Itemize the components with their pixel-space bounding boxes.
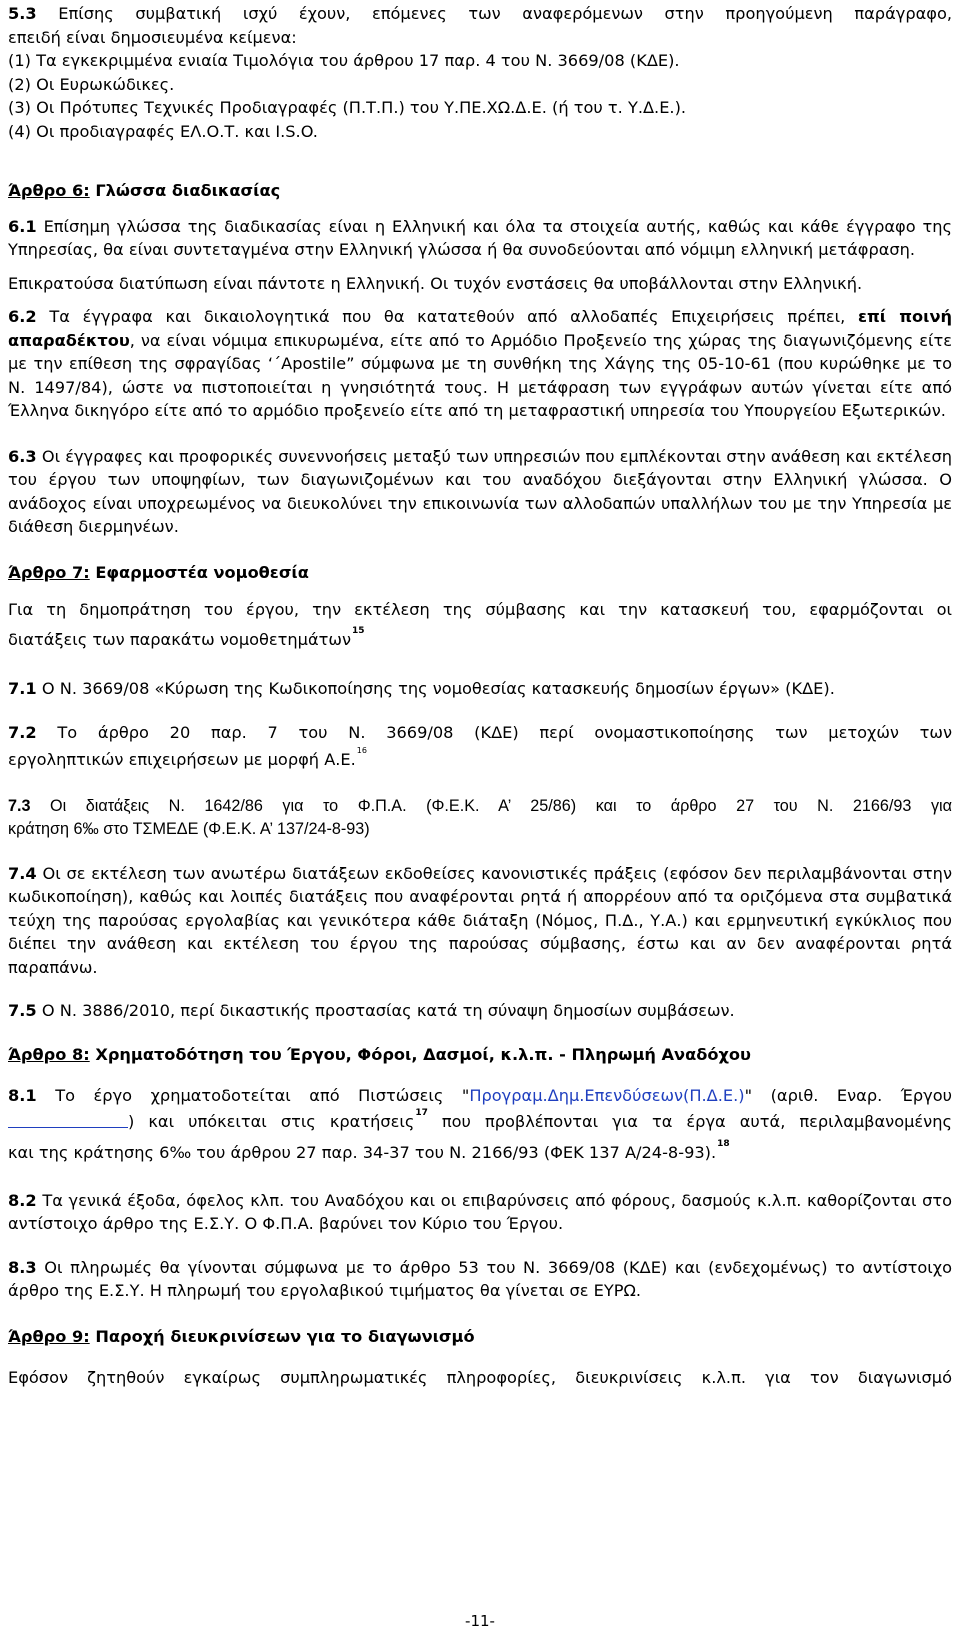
- list-item: (2) Οι Ευρωκώδικες.: [8, 74, 175, 94]
- program-link: Προγραμ.Δημ.Επενδύσεων(Π.Δ.Ε.): [469, 1086, 745, 1105]
- paragraph-7-4: 7.4 Οι σε εκτέλεση των ανωτέρω διατάξεων εκδοθείσες κανονιστικές πράξεις (εφόσον δεν περιλαμβάνονται στην κωδικοποίηση), καθώς και λοιπές διατάξεις που αναφέρονται ρητά ή απορρέουν από τα οριζόμενα στα συμβατικά τεύχη της παρούσας εργολαβίας και γενικότερα κάθε διάταξη (Νόμος, Π.Δ., Υ.Α.) και ερμηνευτική εγκύκλιος που διέπει την ανάθεση και εκτέλεση του έργου της παρούσας σύμβασης, έστω και αν δεν αναφέρονται ρητά παραπάνω.: [8, 863, 952, 977]
- article-6-heading: Άρθρο 6: Γλώσσα διαδικασίας: [8, 181, 281, 200]
- paragraph-8-1: 8.1 Το έργο χρηματοδοτείται από Πιστώσεις "Προγραμ.Δημ.Επενδύσεων(Π.Δ.Ε.)" (αριθ. Εναρ. Έργου: [8, 1086, 952, 1105]
- article-7-heading: Άρθρο 7: Εφαρμοστέα νομοθεσία: [8, 562, 309, 582]
- paragraph-6-1: 6.1 Επίσημη γλώσσα της διαδικασίας είναι η Ελληνική και όλα τα στοιχεία αυτής, καθώς και κάθε έγγραφο της Υπηρεσίας, θα είναι συντεταγμένα στην Ελληνική γλώσσα ή θα συνοδεύονται από νόμιμη ελληνική μετάφραση.: [8, 216, 952, 259]
- article-9-text: Εφόσον ζητηθούν εγκαίρως συμπληρωματικές πληροφορίες, διευκρινίσεις κ.λ.π. για τον διαγωνισμό: [8, 1368, 952, 1387]
- list-item: (4) Οι προδιαγραφές ΕΛ.Ο.Τ. και I.S.O.: [8, 121, 318, 141]
- paragraph-7-5: 7.5 Ο Ν. 3886/2010, περί δικαστικής προστασίας κατά τη σύναψη δημοσίων συμβάσεων.: [8, 1001, 735, 1020]
- paragraph-8-1-cont: ) και υπόκειται στις κρατήσεις$^{17}$ που προβλέπονται για τα έργα αυτά, περιλαμβανομένης: [8, 1110, 952, 1138]
- footnote-ref: 16: [356, 746, 367, 755]
- paragraph-8-3: 8.3 Οι πληρωμές θα γίνονται σύμφωνα με το άρθρο 53 του Ν. 3669/08 (ΚΔΕ) και (ενδεχομένως) το αντίστοιχο άρθρο της Ε.Σ.Υ. Η πληρωμή του εργολαβικού τιμήματος θα γίνεται σε ΕΥΡΩ.: [8, 1257, 952, 1300]
- paragraph-7-2: 7.2 Το άρθρο 20 παρ. 7 του Ν. 3669/08 (ΚΔΕ) περί ονομαστικοποίησης των μετοχών των: [8, 722, 952, 742]
- paragraph-7-2-cont: εργοληπτικών επιχειρήσεων με μορφή Α.Ε.$^{16}$: [8, 746, 367, 769]
- paragraph-6-2: 6.2 Τα έγγραφα και δικαιολογητικά που θα κατατεθούν από αλλοδαπές Επιχειρήσεις πρέπει, επί ποινή απαραδέκτου, να είναι νόμιμα επικυρωμένα, είτε από το Αρμόδιο Προξενείο της χώρας της διαγωνιζόμενης είτε με την επίθεση της σφραγίδας ‘΄Apostile” σύμφωνα με τη συνθήκη της Χάγης της 05-10-61 (που κυρώθηκε με το Ν. 1497/84), ώστε να πιστοποιείται η γνησιότητά τους. Η μετάφραση των εγγράφων αυτών γίνεται είτε από Έλληνα δικηγόρο είτε από το αρμόδιο προξενείο είτε από τη μεταφραστική υπηρεσία του Υπουργείου Εξωτερικών.: [8, 307, 953, 420]
- page-number: -11-: [465, 1612, 495, 1630]
- paragraph-7-3: 7.3 Οι διατάξεις Ν. 1642/86 για το Φ.Π.Α. (Φ.Ε.Κ. Α’ 25/86) και το άρθρο 27 του Ν. 2166/93 για: [8, 796, 952, 815]
- article-7-intro-cont: διατάξεις των παρακάτω νομοθετημάτων$^{15}$: [8, 625, 365, 649]
- article-8-heading: Άρθρο 8: Χρηματοδότηση του Έργου, Φόροι, Δασμοί, κ.λ.π. - Πληρωμή Αναδόχου: [8, 1044, 751, 1064]
- paragraph-6-1b: Επικρατούσα διατύπωση είναι πάντοτε η Ελληνική. Οι τυχόν ενστάσεις θα υποβάλλονται στην Ελληνική.: [8, 273, 863, 293]
- section-5-3-intro-cont: επειδή είναι δημοσιευμένα κείμενα:: [8, 27, 297, 47]
- para-number: 5.3: [8, 4, 37, 23]
- footnote-ref: 18: [717, 1139, 730, 1149]
- list-item: (1) Τα εγκεκριμμένα ενιαία Τιμολόγια του άρθρου 17 παρ. 4 του Ν. 3669/08 (ΚΔΕ).: [8, 51, 680, 70]
- section-5-3-intro: 5.3 Επίσης συμβατική ισχύ έχουν, επόμενες των αναφερόμενων στην προηγούμενη παράγραφο,: [8, 4, 953, 23]
- blank-field: [8, 1111, 128, 1128]
- paragraph-8-2: 8.2 Τα γενικά έξοδα, όφελος κλπ. του Αναδόχου και οι επιβαρύνσεις από φόρους, δασμούς κ.λ.π. καθορίζονται στο αντίστοιχο άρθρο της Ε.Σ.Υ. Ο Φ.Π.Α. βαρύνει τον Κύριο του Έργου.: [8, 1190, 952, 1233]
- paragraph-7-3-cont: κράτηση 6‰ στο ΤΣΜΕΔΕ (Φ.Ε.Κ. Α’ 137/24-8-93): [8, 820, 370, 838]
- footnote-ref: 15: [352, 625, 365, 636]
- document-page: [8, 0, 952, 1390]
- footnote-ref: 17: [415, 1107, 428, 1118]
- article-9-heading: Άρθρο 9: Παροχή διευκρινίσεων για το διαγωνισμό: [8, 1326, 475, 1346]
- paragraph-6-3: 6.3 Οι έγγραφες και προφορικές συνεννοήσεις μεταξύ των υπηρεσιών που εμπλέκονται στην ανάθεση και εκτέλεση του έργου των υποψηφίων, των διαγωνιζομένων και του αναδόχου διεξάγονται στην Ελληνική γλώσσα. Ο ανάδοχος είναι υποχρεωμένος να διευκολύνει την επικοινωνία των αλλοδαπών υπαλλήλων του με την Υπηρεσία με διάθεση διερμηνέων.: [8, 446, 952, 536]
- paragraph-7-1: 7.1 Ο Ν. 3669/08 «Κύρωση της Κωδικοποίησης της νομοθεσίας κατασκευής δημοσίων έργων» (ΚΔΕ).: [8, 679, 835, 698]
- article-7-intro: Για τη δημοπράτηση του έργου, την εκτέλεση της σύμβασης και την κατασκευή του, εφαρμόζονται οι: [8, 600, 952, 619]
- paragraph-8-1-cont2: και της κράτησης 6‰ του άρθρου 27 παρ. 34-37 του Ν. 2166/93 (ΦΕΚ 137 Α/24-8-93).$^{18}$: [8, 1139, 730, 1162]
- list-item: (3) Οι Πρότυπες Τεχνικές Προδιαγραφές (Π.Τ.Π.) του Υ.ΠΕ.ΧΩ.Δ.Ε. (ή του τ. Υ.Δ.Ε.).: [8, 98, 687, 117]
